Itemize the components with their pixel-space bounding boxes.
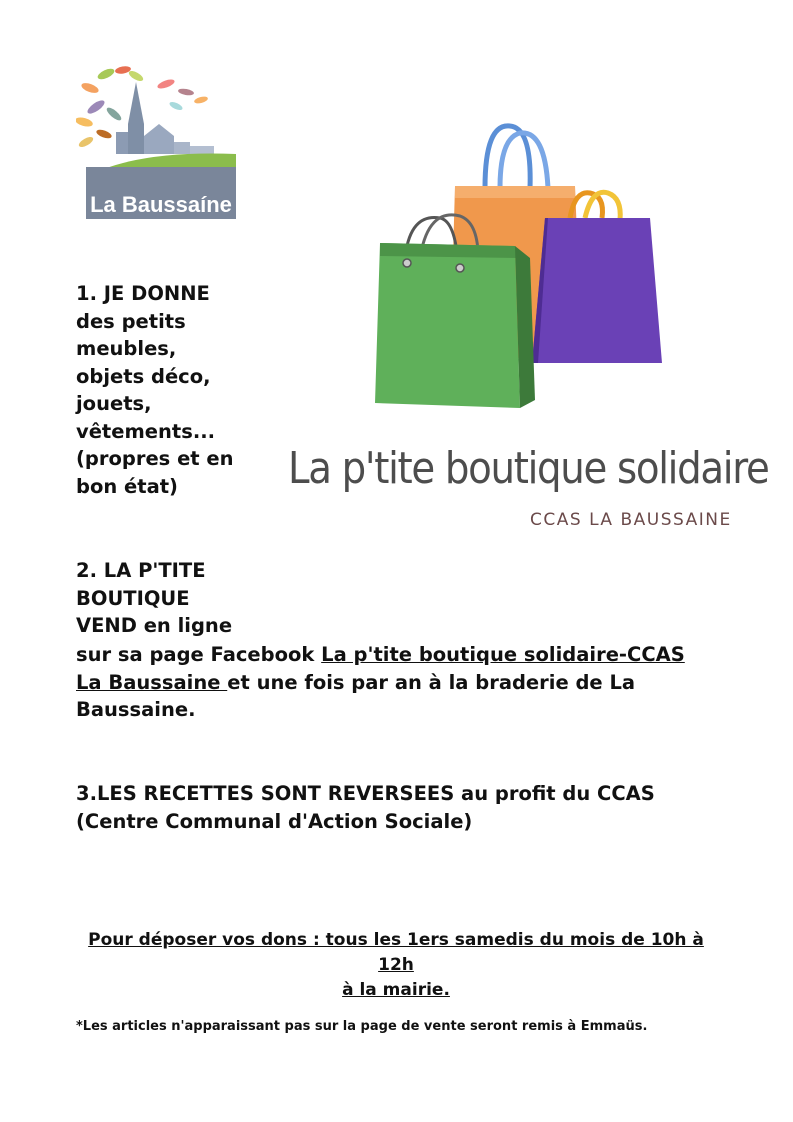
section-3-recettes — [76, 780, 756, 835]
section-1-line: meubles, — [76, 337, 177, 360]
brand-subtitle: CCAS LA BAUSSAINE — [530, 510, 732, 530]
section-2-heading — [76, 557, 336, 640]
section-1-line: (propres et en — [76, 447, 234, 470]
section-2-line: 2. LA P'TITE — [76, 559, 206, 582]
section-1-line: 1. JE DONNE — [76, 282, 210, 305]
section-1-line: jouets, — [76, 392, 152, 415]
section-1-donate — [76, 280, 256, 500]
facebook-page-link[interactable]: La p'tite boutique solidaire-CCAS — [321, 643, 685, 666]
deposit-line1: Pour déposer vos dons : tous les 1ers samedis du mois de 10h à 12h — [88, 930, 704, 975]
section-2-facebook-line — [76, 641, 736, 669]
village-logo-icon — [76, 62, 238, 224]
section-1-line: vêtements... — [76, 419, 216, 443]
section-1-line: bon état) — [76, 474, 178, 498]
shopping-bags-icon — [370, 118, 670, 423]
section-1-line: objets déco, — [76, 364, 211, 388]
la-baussaine-logo — [76, 62, 238, 224]
section-2-line: BOUTIQUE — [76, 586, 190, 610]
deposit-line2: à la mairie. — [342, 980, 450, 1000]
facebook-prefix: sur sa page Facebook — [76, 643, 322, 666]
section-2-last-line: Baussaine. — [76, 698, 196, 721]
shopping-bags-illustration — [370, 118, 670, 423]
section-2-braderie-line — [76, 669, 736, 697]
section-3-line2: (Centre Communal d'Action Sociale) — [76, 809, 473, 833]
facebook-page-link-cont[interactable]: La Baussaine — [76, 670, 228, 694]
footnote: *Les articles n'apparaissant pas sur la page de vente seront remis à Emmaüs. — [76, 1019, 648, 1034]
section-3-line1: 3.LES RECETTES SONT REVERSEES au profit du CCAS — [76, 782, 655, 805]
section-2-body — [76, 641, 736, 724]
section-2-line: VEND en ligne — [76, 614, 233, 637]
brand-title: La p'tite boutique solidaire — [288, 443, 769, 494]
logo-text: La Baussaíne — [90, 192, 232, 217]
deposit-info — [70, 928, 722, 1003]
section-1-line: des petits — [76, 309, 186, 333]
braderie-text: et une fois par an à la braderie de La — [227, 670, 636, 694]
